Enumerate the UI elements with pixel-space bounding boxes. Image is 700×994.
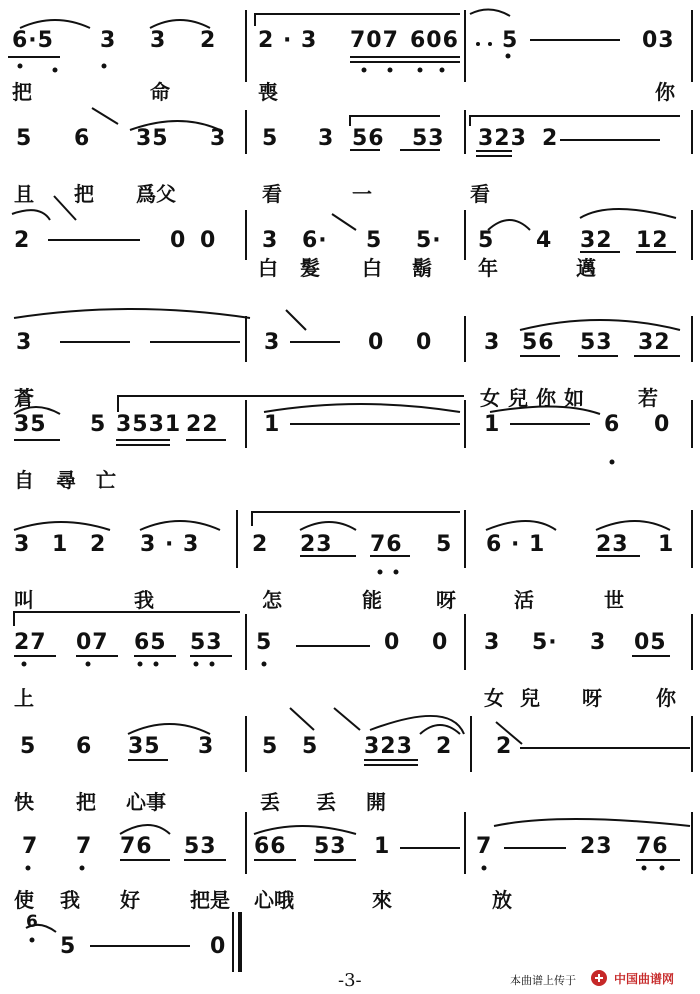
- note: 2 · 3: [258, 28, 318, 53]
- note: 6: [26, 912, 39, 932]
- note: 3: [484, 330, 501, 355]
- note: 7: [22, 834, 39, 859]
- logo-mark-icon: [590, 969, 612, 987]
- note: 23: [596, 532, 629, 557]
- lyric: 尋: [56, 468, 76, 492]
- lyric: 白: [362, 256, 382, 280]
- note: 1: [484, 412, 501, 437]
- lyric: 鬍: [412, 256, 432, 280]
- note: 1: [52, 532, 69, 557]
- note: 6: [604, 412, 621, 437]
- lyric: 快: [14, 790, 34, 814]
- note: 0: [200, 228, 217, 253]
- lyric: 年: [478, 256, 498, 280]
- lyric: 邁: [576, 256, 596, 280]
- lyric: 女: [484, 686, 504, 710]
- note: 35: [136, 126, 169, 151]
- lyric: 能: [362, 588, 382, 612]
- lyric: 亡: [96, 468, 116, 492]
- lyric: 若: [638, 386, 658, 410]
- note: 3: [14, 532, 31, 557]
- note: 4: [536, 228, 553, 253]
- note: 5: [60, 934, 77, 959]
- note: 23: [580, 834, 613, 859]
- lyric: 使: [14, 888, 34, 912]
- note: 56: [522, 330, 555, 355]
- note: 2: [542, 126, 559, 151]
- note: 707: [350, 28, 399, 53]
- note: 65: [134, 630, 167, 655]
- note: 5: [256, 630, 273, 655]
- note: 53: [412, 126, 445, 151]
- note: 3: [198, 734, 215, 759]
- note: 05: [634, 630, 667, 655]
- note: 27: [14, 630, 47, 655]
- lyric: 髮: [300, 256, 320, 280]
- lyric: 我: [134, 588, 154, 612]
- lyric: 且: [14, 182, 34, 206]
- note: 7: [76, 834, 93, 859]
- lyric: 來: [372, 888, 392, 912]
- note: 3: [150, 28, 167, 53]
- lyric: 你: [656, 686, 676, 710]
- note: 3: [100, 28, 117, 53]
- note: 07: [76, 630, 109, 655]
- lyric: 兒: [520, 686, 540, 710]
- lyric: 命: [150, 80, 170, 104]
- note: 2: [252, 532, 269, 557]
- note: 22: [186, 412, 219, 437]
- note: 32: [580, 228, 613, 253]
- lyric: 叫: [14, 588, 34, 612]
- note: 3 · 3: [140, 532, 200, 557]
- lyric: 蒼: [14, 386, 34, 410]
- lyric: 活: [514, 588, 534, 612]
- lyric: 心哦: [254, 888, 294, 912]
- lyric: 把是: [190, 888, 230, 912]
- note: 66: [254, 834, 287, 859]
- note: 3: [264, 330, 281, 355]
- note: 76: [370, 532, 403, 557]
- note: 0: [368, 330, 385, 355]
- lyric: 白: [258, 256, 278, 280]
- note: 5: [16, 126, 33, 151]
- lyric: 好: [120, 888, 140, 912]
- note: 76: [120, 834, 153, 859]
- lyric: 把: [74, 182, 94, 206]
- note: 12: [636, 228, 669, 253]
- note: 5·: [532, 630, 558, 655]
- note: 6 · 1: [486, 532, 546, 557]
- note: 0: [432, 630, 449, 655]
- lyric: 看: [262, 182, 282, 206]
- note: 6·: [302, 228, 328, 253]
- note: 1: [374, 834, 391, 859]
- note: 2: [14, 228, 31, 253]
- site-logo[interactable]: [590, 968, 696, 988]
- note: 0: [416, 330, 433, 355]
- lyric: 喪: [258, 80, 278, 104]
- upload-credit: 本曲谱上传于: [510, 974, 576, 987]
- lyric: 你: [655, 80, 675, 104]
- note: 3: [318, 126, 335, 151]
- note: 1: [658, 532, 675, 557]
- note: 6: [76, 734, 93, 759]
- note: 2: [436, 734, 453, 759]
- lyric: 自: [14, 468, 34, 492]
- note: 0: [170, 228, 187, 253]
- note: 32: [638, 330, 671, 355]
- note: 23: [300, 532, 333, 557]
- page-number: -3-: [338, 970, 362, 991]
- note: 0: [654, 412, 671, 437]
- note: 5: [262, 126, 279, 151]
- note: 5: [478, 228, 495, 253]
- lyric: 把: [12, 80, 32, 104]
- note: 76: [636, 834, 669, 859]
- note: 3: [484, 630, 501, 655]
- note: 606: [410, 28, 459, 53]
- note: 5: [302, 734, 319, 759]
- note: 6·5: [12, 28, 54, 53]
- note: 1: [264, 412, 281, 437]
- logo-text: 中国曲谱网: [614, 972, 675, 986]
- lyric: 放: [492, 888, 512, 912]
- note: 5: [366, 228, 383, 253]
- lyric: 我: [60, 888, 80, 912]
- lyric: 上: [14, 686, 34, 710]
- note: 35: [14, 412, 47, 437]
- note: 03: [642, 28, 675, 53]
- note: 53: [580, 330, 613, 355]
- lyric: 一: [352, 182, 372, 206]
- note: 53: [314, 834, 347, 859]
- note: 0: [384, 630, 401, 655]
- lyric: 看: [470, 182, 490, 206]
- note: 3: [16, 330, 33, 355]
- lyric: 丢: [316, 790, 336, 814]
- note: 3: [262, 228, 279, 253]
- note: 53: [190, 630, 223, 655]
- note: 2: [200, 28, 217, 53]
- lyric: 怎: [262, 588, 282, 612]
- note: 53: [184, 834, 217, 859]
- lyric: 世: [604, 588, 624, 612]
- note: 0: [210, 934, 227, 959]
- note: 5: [20, 734, 37, 759]
- note: 7: [476, 834, 493, 859]
- note: 3: [210, 126, 227, 151]
- lyric: 心事: [126, 790, 166, 814]
- lyric: 呀: [436, 588, 456, 612]
- note: 56: [352, 126, 385, 151]
- note: 323: [364, 734, 413, 759]
- note: 5: [502, 28, 519, 53]
- note: 323: [478, 126, 527, 151]
- lyric: 爲父: [136, 182, 176, 206]
- note: 5·: [416, 228, 442, 253]
- note: 3: [590, 630, 607, 655]
- lyric: 把: [76, 790, 96, 814]
- note: 2: [90, 532, 107, 557]
- note: 2: [496, 734, 513, 759]
- lyric: 女兒你如: [480, 386, 592, 410]
- note: 5: [262, 734, 279, 759]
- note: 6: [74, 126, 91, 151]
- lyric: 呀: [582, 686, 602, 710]
- note: 35: [128, 734, 161, 759]
- note: 5: [436, 532, 453, 557]
- note: 3531: [116, 412, 182, 437]
- lyric: 開: [366, 790, 386, 814]
- lyric: 丢: [260, 790, 280, 814]
- note: 5: [90, 412, 107, 437]
